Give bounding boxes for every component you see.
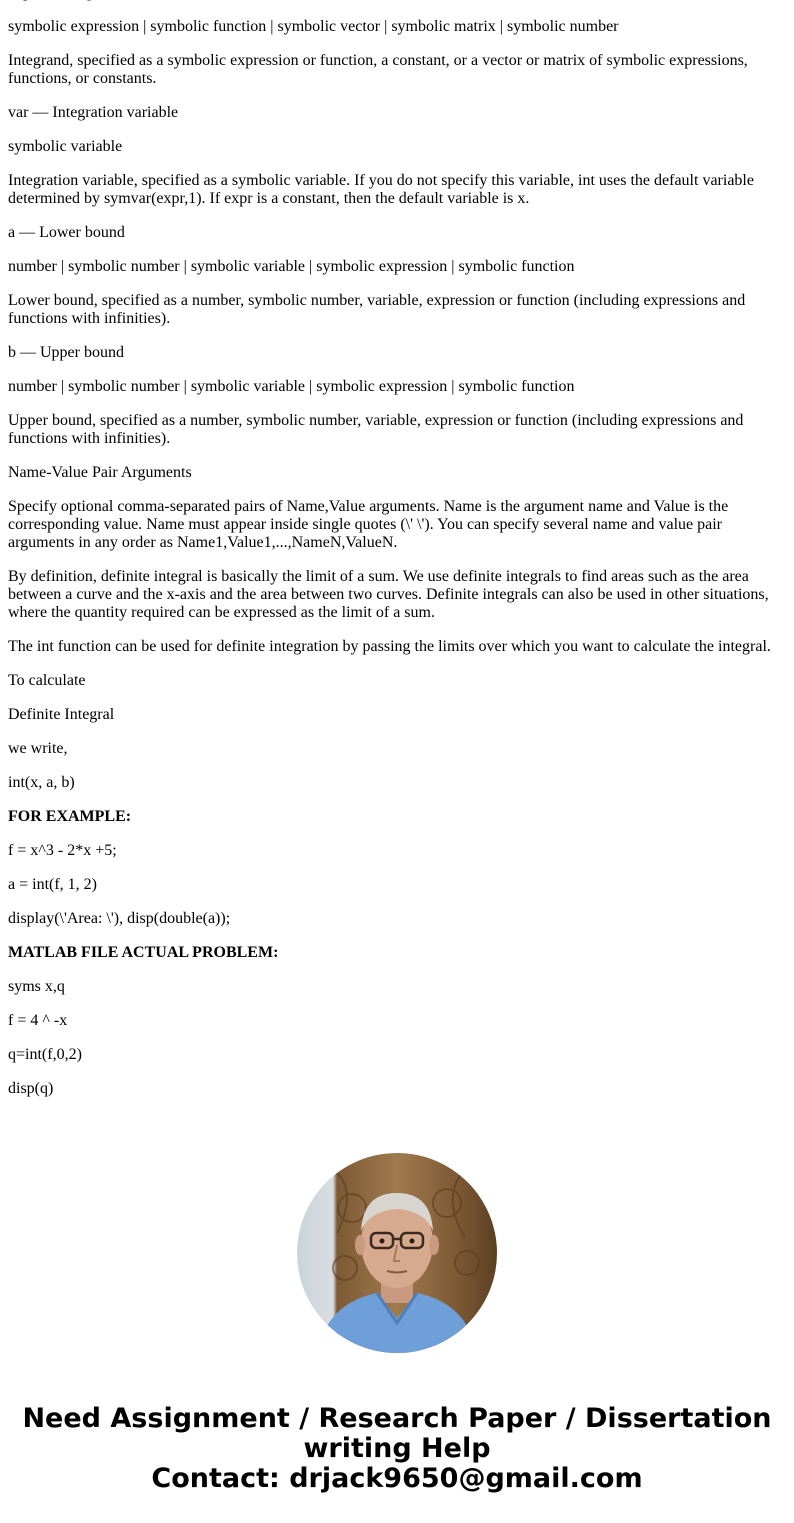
section-heading: FOR EXAMPLE:	[8, 808, 132, 825]
paragraph: q=int(f,0,2)	[8, 1046, 82, 1063]
paragraph: By definition, definite integral is basically the limit of a sum. We use definite integrals to find areas such as the area between a curve and the x-axis and the area between two curves. Definite integrals can also be used in other situations, where the quantity required can be expressed as the limit of a sum.	[8, 568, 769, 621]
paragraph: disp(q)	[8, 1080, 54, 1097]
paragraph: var — Integration variable	[8, 104, 179, 121]
paragraph: Integrand, specified as a symbolic expression or function, a constant, or a vector or matrix of symbolic expressions, functions, or constants.	[8, 52, 748, 87]
paragraph: symbolic variable	[8, 138, 123, 155]
paragraph: a = int(f, 1, 2)	[8, 876, 97, 893]
paragraph: syms x,q	[8, 978, 65, 995]
article-body	[8, 0, 780, 1114]
promo-contact: Contact: drjack9650@gmail.com	[151, 1463, 643, 1494]
paragraph: Lower bound, specified as a number, symbolic number, variable, expression or function (including expressions and functions with infinities).	[8, 292, 746, 327]
paragraph: number | symbolic number | symbolic variable | symbolic expression | symbolic function	[8, 258, 575, 275]
section-heading: MATLAB FILE ACTUAL PROBLEM:	[8, 944, 279, 961]
paragraph: To calculate	[8, 672, 86, 689]
paragraph: Name-Value Pair Arguments	[8, 464, 192, 481]
paragraph: we write,	[8, 740, 68, 757]
paragraph: int(x, a, b)	[8, 774, 75, 791]
paragraph	[8, 0, 780, 2]
paragraph: b — Upper bound	[8, 344, 124, 361]
promo-line-1: Need Assignment / Research Paper / Dissertation	[22, 1403, 772, 1434]
promo-line-2: writing Help	[303, 1433, 491, 1464]
author-photo-icon	[297, 1153, 497, 1353]
paragraph: Integration variable, specified as a symbolic variable. If you do not specify this variable, int uses the default variable determined by symvar(expr,1). If expr is a constant, then the default variable is x.	[8, 172, 754, 207]
paragraph: display(\'Area: \'), disp(double(a));	[8, 910, 231, 927]
paragraph: Upper bound, specified as a number, symbolic number, variable, expression or function (including expressions and functions with infinities).	[8, 412, 744, 447]
paragraph: Specify optional comma-separated pairs of Name,Value arguments. Name is the argument name and Value is the corresponding value. Name must appear inside single quotes (\' \'). You can specify several name and value pair arguments in any order as Name1,Value1,...,NameN,ValueN.	[8, 498, 729, 551]
paragraph: symbolic expression | symbolic function | symbolic vector | symbolic matrix | symbolic number	[8, 18, 619, 35]
paragraph: f = 4 ^ -x	[8, 1012, 68, 1029]
paragraph: Definite Integral	[8, 706, 115, 723]
paragraph: number | symbolic number | symbolic variable | symbolic expression | symbolic function	[8, 378, 575, 395]
paragraph: f = x^3 - 2*x +5;	[8, 842, 117, 859]
paragraph: The int function can be used for definite integration by passing the limits over which you want to calculate the integral.	[8, 638, 771, 655]
promo-banner	[0, 1404, 794, 1494]
author-avatar	[297, 1153, 497, 1353]
paragraph: a — Lower bound	[8, 224, 125, 241]
